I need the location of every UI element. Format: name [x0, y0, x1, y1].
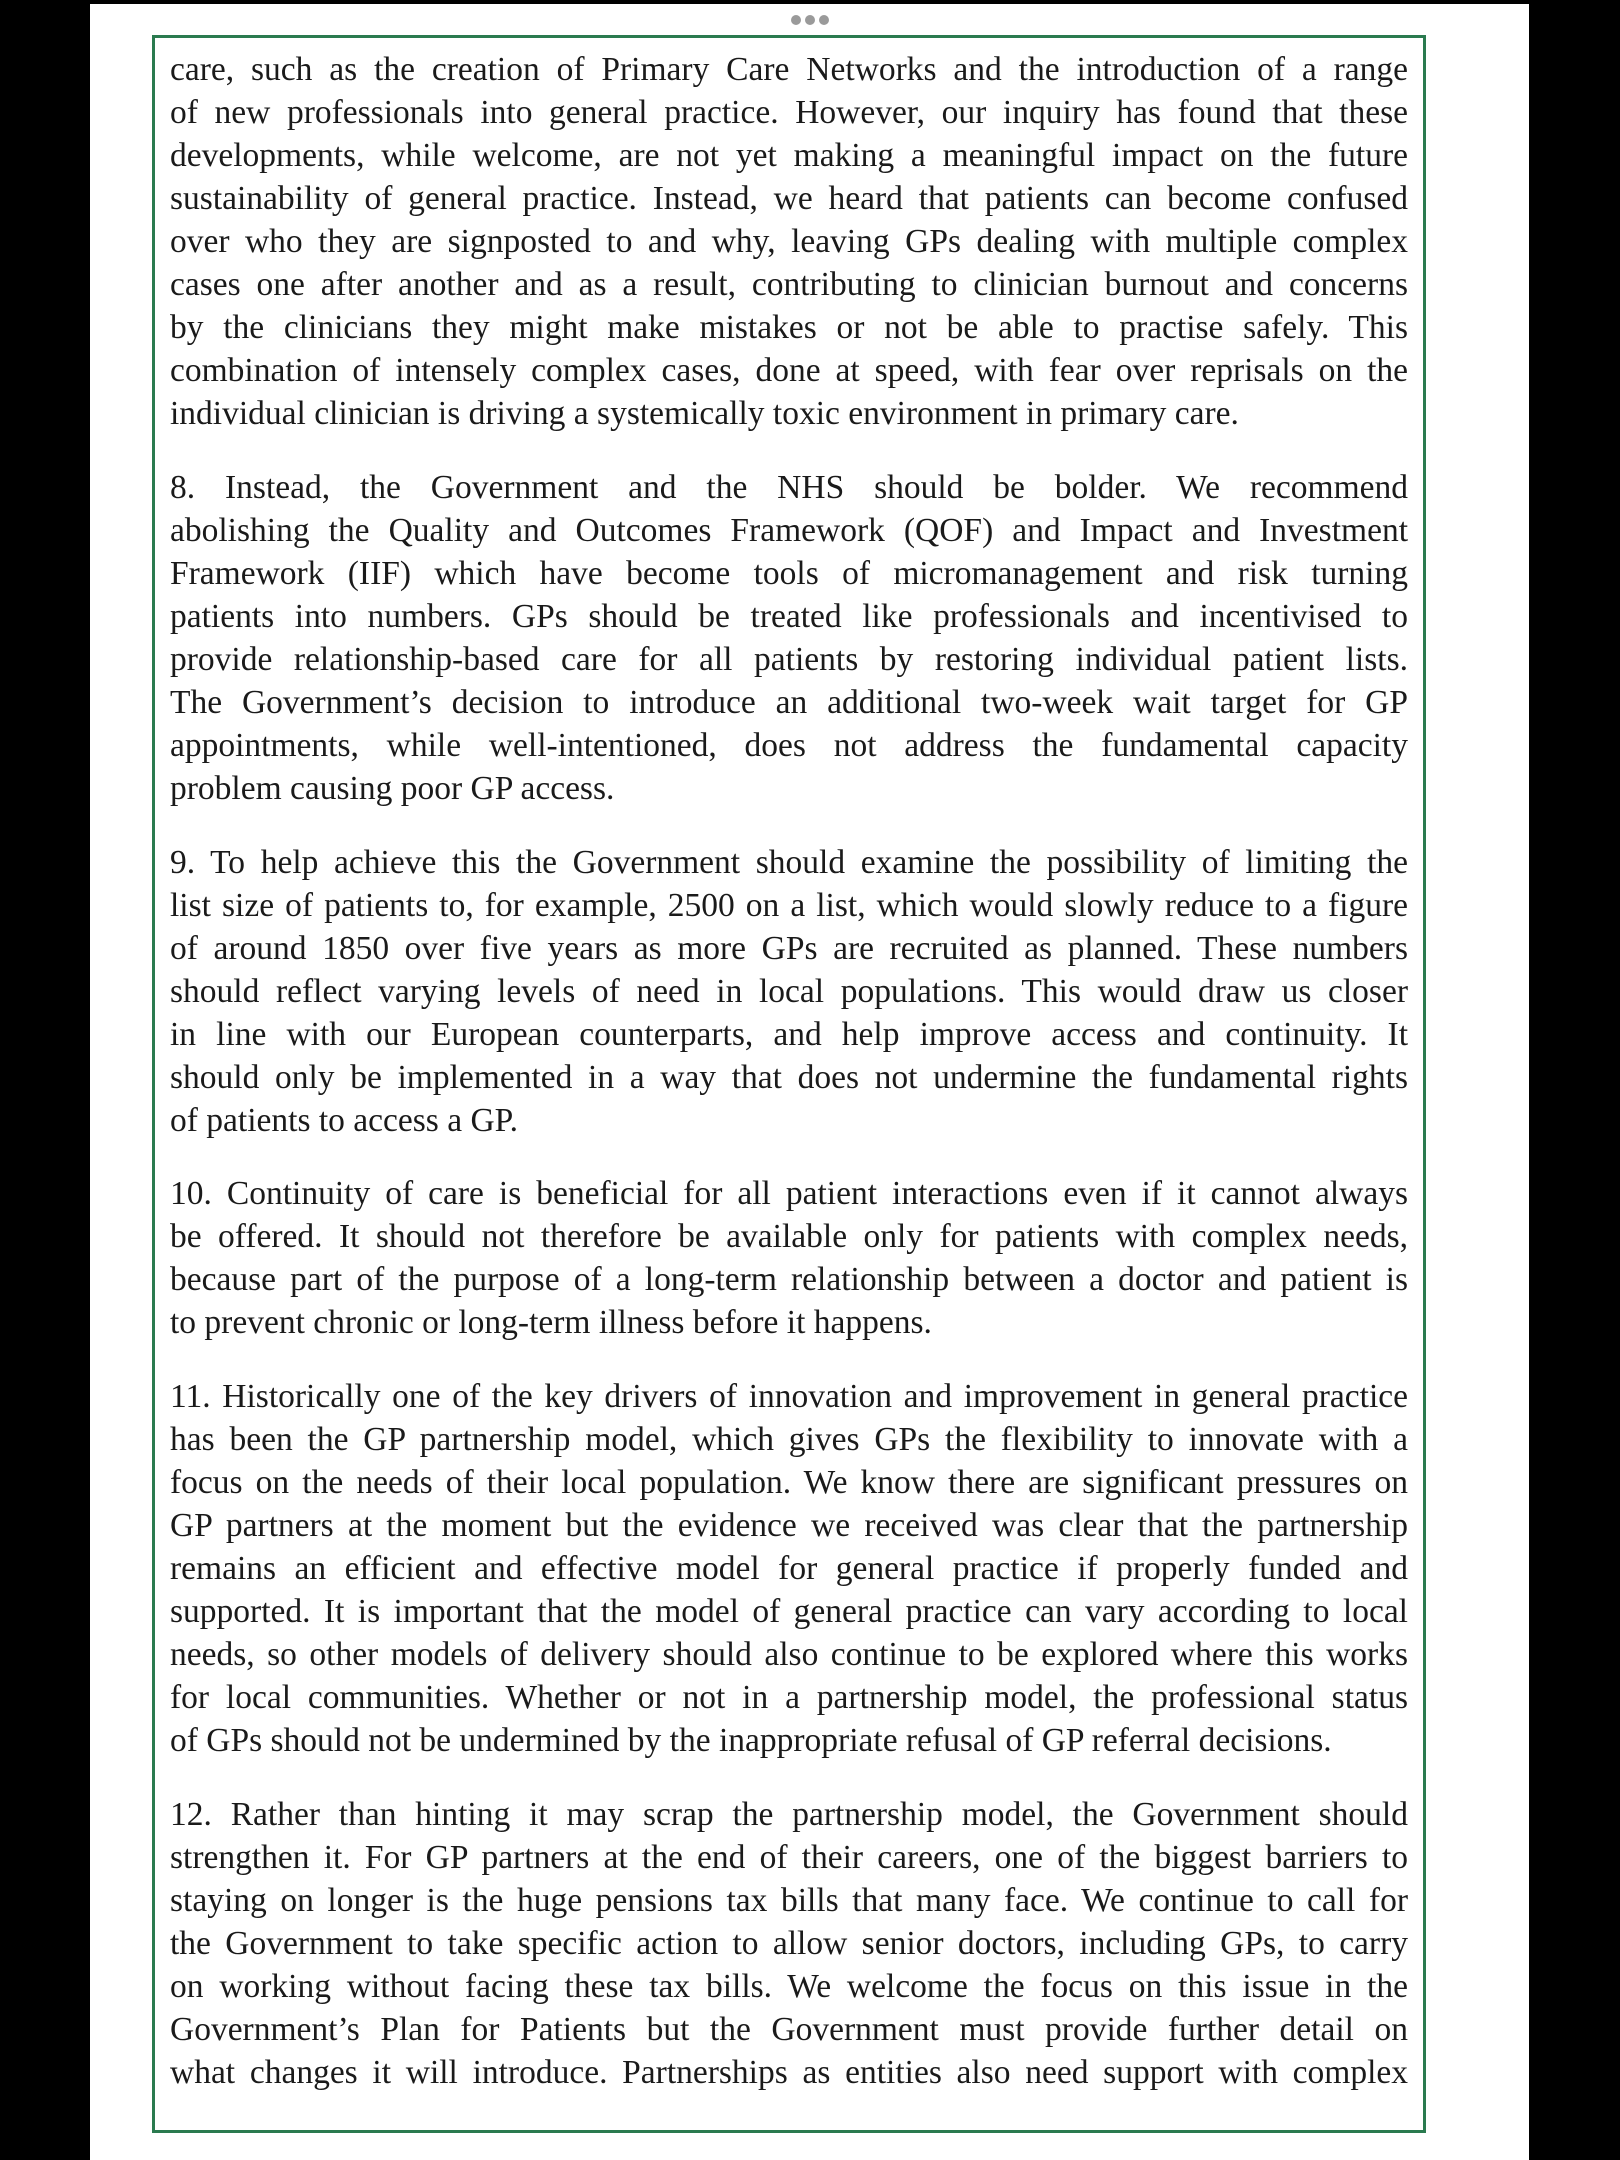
paragraph-9-line: in line with our European counterparts, and help improve access and continuity. It — [170, 1016, 1408, 1053]
paragraph-11-line: needs, so other models of delivery should also continue to be explored where this works — [170, 1636, 1408, 1673]
paragraph-10-line: be offered. It should not therefore be available only for patients with complex needs, — [170, 1218, 1408, 1255]
paragraph-12-line: on working without facing these tax bills. We welcome the focus on this issue in the — [170, 1968, 1408, 2005]
text-line: combination of intensely complex cases, done at speed, with fear over reprisals on the — [170, 352, 1408, 389]
paragraph-11-line: of GPs should not be undermined by the inappropriate refusal of GP referral decisions. — [170, 1722, 1332, 1759]
paragraph-9-line: 9. To help achieve this the Government should examine the possibility of limiting the — [170, 844, 1408, 881]
paragraph-8-line: problem causing poor GP access. — [170, 770, 615, 807]
text-line: care, such as the creation of Primary Care Networks and the introduction of a range — [170, 51, 1408, 88]
paragraph-8-line: provide relationship-based care for all patients by restoring individual patient lists. — [170, 641, 1408, 678]
paragraph-10-line: to prevent chronic or long-term illness before it happens. — [170, 1304, 932, 1341]
text-line: developments, while welcome, are not yet making a meaningful impact on the future — [170, 137, 1408, 174]
handle-dot — [805, 15, 815, 25]
paragraph-8-line: abolishing the Quality and Outcomes Framework (QOF) and Impact and Investment — [170, 512, 1408, 549]
drag-handle-icon[interactable] — [786, 14, 834, 26]
paragraph-8-line: appointments, while well-intentioned, does not address the fundamental capacity — [170, 727, 1408, 764]
paragraph-11-line: remains an efficient and effective model for general practice if properly funded and — [170, 1550, 1408, 1587]
paragraph-9-line: list size of patients to, for example, 2500 on a list, which would slowly reduce to a figure — [170, 887, 1408, 924]
paragraph-11-line: for local communities. Whether or not in a partnership model, the professional status — [170, 1679, 1408, 1716]
paragraph-12-line: what changes it will introduce. Partnerships as entities also need support with complex — [170, 2054, 1408, 2091]
paragraph-9-line: of patients to access a GP. — [170, 1102, 518, 1139]
text-line: over who they are signposted to and why, leaving GPs dealing with multiple complex — [170, 223, 1408, 260]
paragraph-11-line: supported. It is important that the model of general practice can vary according to local — [170, 1593, 1408, 1630]
paragraph-8-line: 8. Instead, the Government and the NHS should be bolder. We recommend — [170, 469, 1408, 506]
text-line: cases one after another and as a result, contributing to clinician burnout and concerns — [170, 266, 1408, 303]
paragraph-10-line: because part of the purpose of a long-term relationship between a doctor and patient is — [170, 1261, 1408, 1298]
text-line: of new professionals into general practice. However, our inquiry has found that these — [170, 94, 1408, 131]
paragraph-11-line: 11. Historically one of the key drivers of innovation and improvement in general practice — [170, 1378, 1408, 1415]
handle-dot — [819, 15, 829, 25]
paragraph-8-line: The Government’s decision to introduce an additional two-week wait target for GP — [170, 684, 1408, 721]
text-line: individual clinician is driving a systemically toxic environment in primary care. — [170, 395, 1239, 432]
paragraph-10-line: 10. Continuity of care is beneficial for all patient interactions even if it cannot always — [170, 1175, 1408, 1212]
text-line: by the clinicians they might make mistakes or not be able to practise safely. This — [170, 309, 1408, 346]
paragraph-11-line: GP partners at the moment but the evidence we received was clear that the partnership — [170, 1507, 1408, 1544]
paragraph-8-line: patients into numbers. GPs should be treated like professionals and incentivised to — [170, 598, 1408, 635]
paragraph-12-line: the Government to take specific action to allow senior doctors, including GPs, to carry — [170, 1925, 1408, 1962]
paragraph-9-line: should reflect varying levels of need in local populations. This would draw us closer — [170, 973, 1408, 1010]
paragraph-9-line: should only be implemented in a way that does not undermine the fundamental rights — [170, 1059, 1408, 1096]
paragraph-12-line: staying on longer is the huge pensions tax bills that many face. We continue to call for — [170, 1882, 1408, 1919]
paragraph-11-line: has been the GP partnership model, which gives GPs the flexibility to innovate with a — [170, 1421, 1408, 1458]
paragraph-9-line: of around 1850 over five years as more GPs are recruited as planned. These numbers — [170, 930, 1408, 967]
paragraph-11-line: focus on the needs of their local population. We know there are significant pressures on — [170, 1464, 1408, 1501]
text-line: sustainability of general practice. Instead, we heard that patients can become confused — [170, 180, 1408, 217]
handle-dot — [791, 15, 801, 25]
paragraph-12-line: Government’s Plan for Patients but the Government must provide further detail on — [170, 2011, 1408, 2048]
paragraph-8-line: Framework (IIF) which have become tools of micromanagement and risk turning — [170, 555, 1408, 592]
paragraph-12-line: 12. Rather than hinting it may scrap the partnership model, the Government should — [170, 1796, 1408, 1833]
paragraph-12-line: strengthen it. For GP partners at the end of their careers, one of the biggest barriers to — [170, 1839, 1408, 1876]
